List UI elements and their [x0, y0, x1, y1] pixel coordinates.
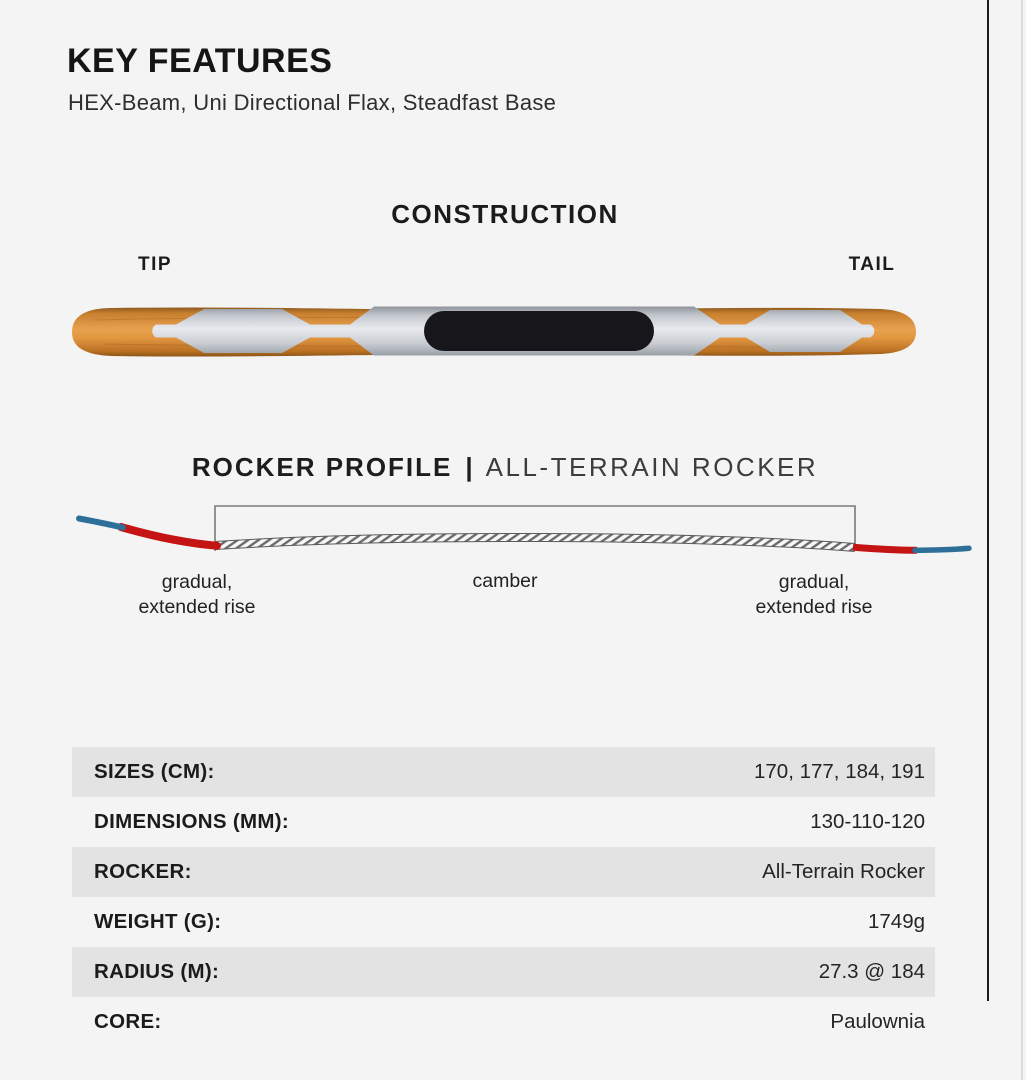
- spec-value: 1749g: [867, 910, 925, 933]
- table-row-radius: [72, 947, 935, 997]
- tail-label: TAIL: [848, 254, 896, 275]
- spec-label: ROCKER:: [94, 860, 192, 883]
- right-edge-line: [1021, 0, 1023, 1080]
- table-row-core: [72, 997, 935, 1047]
- rise-label-right-line2: extended rise: [755, 596, 873, 618]
- left-rise-red: [121, 527, 217, 546]
- rise-label-right-line1: gradual,: [778, 571, 850, 593]
- tip-label: TIP: [137, 254, 173, 275]
- spec-value: All-Terrain Rocker: [762, 860, 925, 883]
- rocker-profile-heading: [0, 452, 1010, 483]
- camber-section: [215, 537, 855, 547]
- column-divider-line: [987, 0, 989, 1001]
- spec-label: DIMENSIONS (MM):: [94, 810, 289, 833]
- rocker-heading-secondary: ALL-TERRAIN ROCKER: [485, 452, 819, 482]
- page-title: KEY FEATURES: [67, 42, 333, 80]
- spec-label: CORE:: [94, 1010, 162, 1033]
- right-rise-red: [853, 547, 917, 550]
- rocker-heading-divider: |: [465, 452, 473, 482]
- rise-label-left: [87, 570, 307, 620]
- table-row-rocker: [72, 847, 935, 897]
- ski-top-view-illustration: [64, 298, 924, 366]
- spec-label: SIZES (CM):: [94, 760, 215, 783]
- camber-label: camber: [472, 570, 538, 592]
- spec-table: [72, 747, 935, 1047]
- spec-value: 130-110-120: [810, 810, 925, 833]
- table-row-sizes: [72, 747, 935, 797]
- construction-heading: CONSTRUCTION: [391, 199, 619, 229]
- rocker-profile-diagram: [55, 498, 975, 566]
- table-row-weight: [72, 897, 935, 947]
- binding-insert: [424, 311, 654, 351]
- rise-label-left-line1: gradual,: [161, 571, 233, 593]
- spec-value: 170, 177, 184, 191: [754, 760, 925, 783]
- key-features-subtitle: HEX-Beam, Uni Directional Flax, Steadfast Base: [68, 90, 557, 115]
- spec-label: WEIGHT (G):: [94, 910, 222, 933]
- spec-value: Paulownia: [830, 1010, 925, 1033]
- spec-value: 27.3 @ 184: [818, 960, 925, 983]
- right-tip-blue: [915, 548, 969, 550]
- spec-label: RADIUS (M):: [94, 960, 220, 983]
- rocker-heading-primary: ROCKER PROFILE: [191, 452, 453, 482]
- rise-label-right: [704, 570, 924, 620]
- table-row-dimensions: [72, 797, 935, 847]
- left-tip-blue: [79, 519, 123, 528]
- rise-label-left-line2: extended rise: [138, 596, 256, 618]
